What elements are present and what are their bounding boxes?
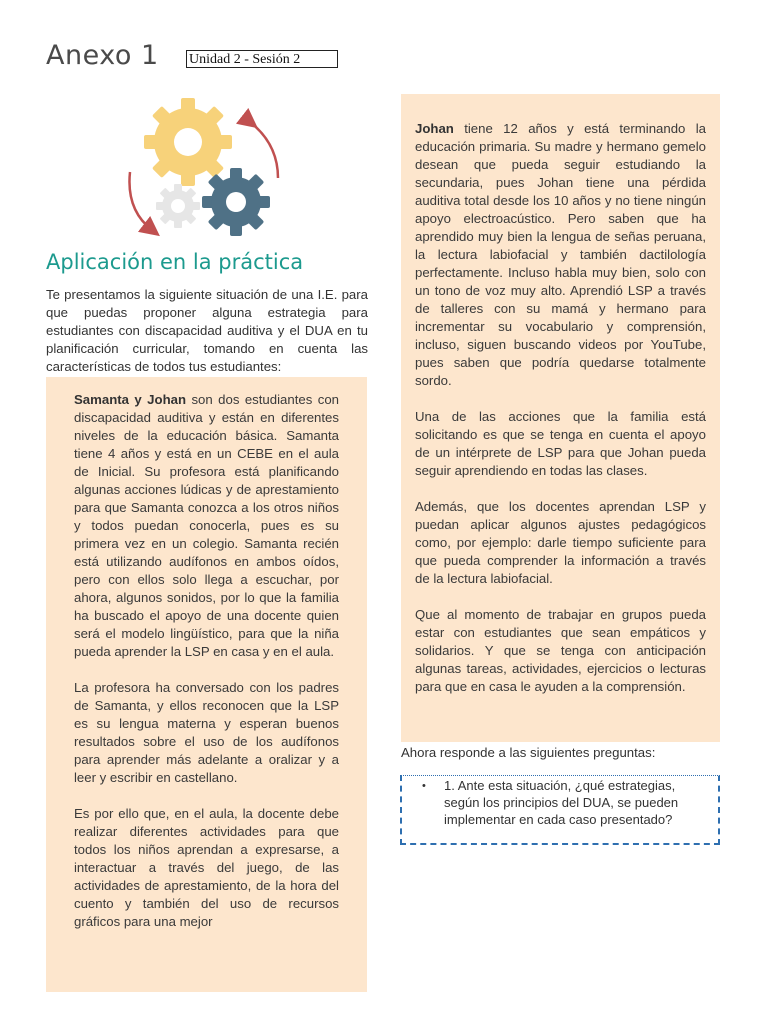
unit-session-label: Unidad 2 - Sesión 2	[186, 50, 338, 68]
case-box-right	[401, 94, 720, 742]
case-box-left	[46, 377, 367, 992]
case-paragraph: Una de las acciones que la familia está solicitando es que se tenga en cuenta el apoyo de un intérprete de LSP para que Johan pueda seguir aprendiendo en todas las clases.	[415, 409, 706, 478]
case-paragraph: La profesora ha conversado con los padres de Samanta, y ellos reconocen que la LSP es su lengua materna y esperan buenos resultados sobre el uso de los audífonos para aprender más adelante a oralizar y a leer y escribir en castellano.	[74, 680, 339, 785]
case-text: son dos estudiantes con discapacidad auditiva y están en diferentes niveles de la educación básica. Samanta tiene 4 años y está en un CEBE en el aula de Inicial. Su profesora está planificando algunas acciones lúdicas y de aprestamiento para que Samanta conozca a los otros niños y todos puedan conocerla, pues es su primera vez en un colegio. Samanta recién está utilizando audífonos en ambos oídos, pero con ellos solo llega a escuchar, por ahora, algunos sonidos, por lo que la familia ha buscado el apoyo de una docente quien será el modelo lingüístico, para que la niña pueda aprender la LSP en casa y en el aula.	[74, 392, 339, 659]
page-title: Anexo 1	[46, 40, 159, 71]
bullet-icon: •	[422, 780, 426, 792]
case-paragraph	[415, 120, 706, 390]
case-paragraph	[74, 391, 339, 661]
case-name: Johan	[415, 121, 454, 136]
question-box	[400, 775, 720, 845]
questions-prompt: Ahora responde a las siguientes preguntas:	[401, 745, 656, 760]
case-paragraph: Es por ello que, en el aula, la docente debe realizar diferentes actividades para que todos los niños aprendan a expresarse, a interactuar a través del juego, de las actividades de aprestamiento, de la hora del cuento y también del uso de recursos gráficos para una mejor	[74, 806, 339, 929]
question-1: 1. Ante esta situación, ¿qué estrategias, según los principios del DUA, se pueden implementar en cada caso presentado?	[444, 778, 679, 827]
case-paragraph: Además, que los docentes aprendan LSP y puedan aplicar algunos ajustes pedagógicos como, por ejemplo: darle tiempo suficiente para que pueda comprender la información a través de la lectura labiofacial.	[415, 499, 706, 586]
case-paragraph: Que al momento de trabajar en grupos pueda estar con estudiantes que sean empáticos y solidarios. Y que se tenga con anticipación algunas tareas, actividades, ejercicios o lecturas para que en casa le ayuden a la comprensión.	[415, 607, 706, 694]
section-heading: Aplicación en la práctica	[46, 250, 304, 274]
intro-paragraph: Te presentamos la siguiente situación de una I.E. para que puedas proponer alguna estrategia para estudiantes con discapacidad auditiva y el DUA en tu planificación curricular, tomando en cuenta las características de todos tus estudiantes:	[46, 287, 368, 374]
gears-cycle-icon	[118, 98, 288, 238]
case-text: tiene 12 años y está terminando la educación primaria. Su madre y hermano gemelo desean que pueda seguir estudiando la secundaria, pues Johan tiene una pérdida auditiva total desde los 10 años y no tiene ningún apoyo electroacústico. Pero saben que ha aprendido muy bien la lengua de señas peruana, la lectura labiofacial y también dactilología perfectamente. Incluso habla muy bien, solo con un tono de voz muy alto. Aprendió LSP a través de talleres con su mamá y hermano para incrementar su vocabulario y comprensión, incluso, siguen buscando videos por YouTube, pues saben que podría quedarse totalmente sordo.	[415, 121, 706, 388]
case-names: Samanta y Johan	[74, 392, 187, 407]
